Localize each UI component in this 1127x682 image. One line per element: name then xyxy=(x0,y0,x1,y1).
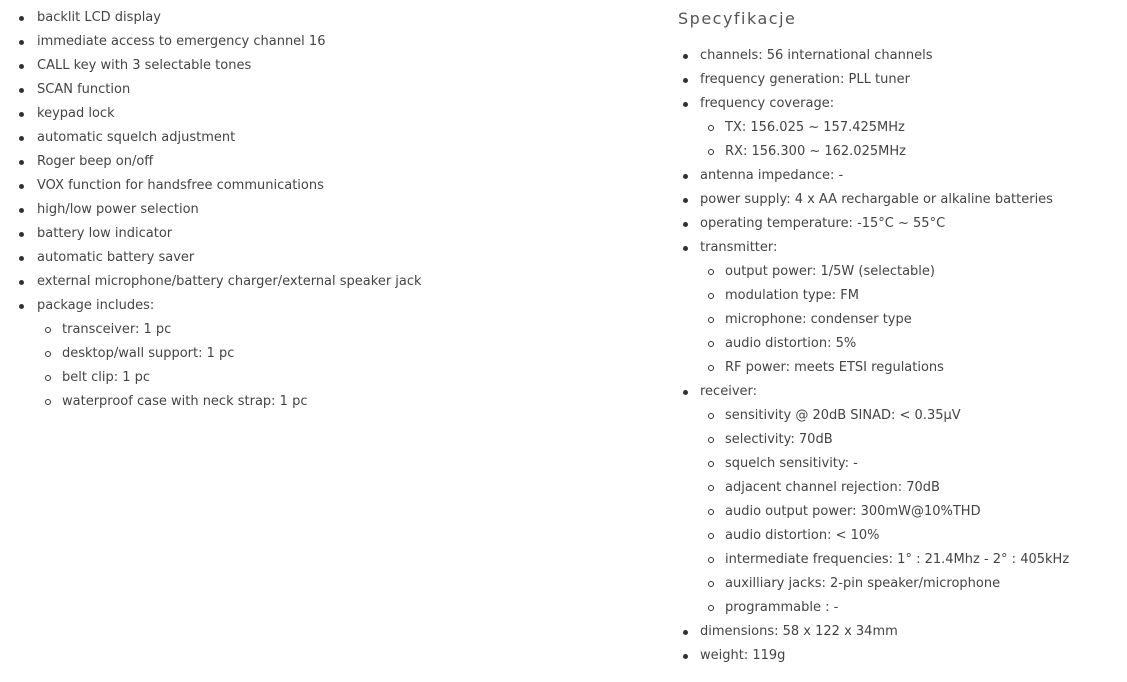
circle-bullet-icon xyxy=(708,557,714,563)
bullet-icon xyxy=(683,654,688,659)
spec-subitem xyxy=(655,140,1069,164)
spec-subitem xyxy=(655,572,1069,596)
bullet-icon xyxy=(19,40,24,45)
feature-item-text: package includes: xyxy=(37,298,155,313)
bullet-icon xyxy=(19,304,24,309)
feature-item xyxy=(0,150,422,174)
feature-item-text: Roger beep on/off xyxy=(37,154,154,169)
bullet-icon xyxy=(683,630,688,635)
spec-item-text: receiver: xyxy=(700,384,758,399)
spec-subitem xyxy=(655,452,1069,476)
circle-bullet-icon xyxy=(708,317,714,323)
spec-item-text: dimensions: 58 x 122 x 34mm xyxy=(700,624,898,639)
feature-subitem xyxy=(0,342,422,366)
bullet-icon xyxy=(683,246,688,251)
spec-subitem xyxy=(655,548,1069,572)
spec-subitem-text: output power: 1/5W (selectable) xyxy=(725,264,935,279)
bullet-icon xyxy=(683,390,688,395)
spec-subitem-text: squelch sensitivity: - xyxy=(725,456,858,471)
spec-subitem-text: audio output power: 300mW@10%THD xyxy=(725,504,981,519)
feature-item-text: backlit LCD display xyxy=(37,10,161,25)
spec-item-text: weight: 119g xyxy=(700,648,786,663)
spec-subitem xyxy=(655,500,1069,524)
circle-bullet-icon xyxy=(708,605,714,611)
feature-item xyxy=(0,78,422,102)
feature-item-text: automatic squelch adjustment xyxy=(37,130,236,145)
feature-item-text: high/low power selection xyxy=(37,202,199,217)
spec-subitem xyxy=(655,596,1069,620)
feature-item-text: immediate access to emergency channel 16 xyxy=(37,34,326,49)
feature-item xyxy=(0,198,422,222)
feature-item-text: automatic battery saver xyxy=(37,250,195,265)
bullet-icon xyxy=(19,88,24,93)
feature-item-text: keypad lock xyxy=(37,106,115,121)
circle-bullet-icon xyxy=(708,149,714,155)
spec-item-text: transmitter: xyxy=(700,240,778,255)
bullet-icon xyxy=(19,232,24,237)
spec-subitem xyxy=(655,116,1069,140)
bullet-icon xyxy=(683,102,688,107)
circle-bullet-icon xyxy=(45,351,51,357)
spec-item-text: operating temperature: -15°C ~ 55°C xyxy=(700,216,946,231)
bullet-icon xyxy=(683,78,688,83)
spec-subitem-text: RX: 156.300 ~ 162.025MHz xyxy=(725,144,906,159)
spec-subitem-text: selectivity: 70dB xyxy=(725,432,833,447)
specs-list xyxy=(655,44,1069,668)
spec-subitem xyxy=(655,404,1069,428)
feature-subitem xyxy=(0,390,422,414)
spec-subitem-text: sensitivity @ 20dB SINAD: < 0.35µV xyxy=(725,408,961,423)
spec-subitem xyxy=(655,356,1069,380)
spec-subitem-text: TX: 156.025 ~ 157.425MHz xyxy=(725,120,905,135)
feature-item xyxy=(0,126,422,150)
spec-subitem xyxy=(655,260,1069,284)
bullet-icon xyxy=(683,198,688,203)
features-list xyxy=(0,6,422,414)
spec-subitem-text: microphone: condenser type xyxy=(725,312,912,327)
spec-subitem-text: adjacent channel rejection: 70dB xyxy=(725,480,940,495)
spec-subitem xyxy=(655,428,1069,452)
spec-subitem xyxy=(655,332,1069,356)
spec-item-text: channels: 56 international channels xyxy=(700,48,933,63)
spec-item-text: frequency generation: PLL tuner xyxy=(700,72,910,87)
spec-subitem xyxy=(655,524,1069,548)
feature-subitem-text: waterproof case with neck strap: 1 pc xyxy=(62,394,308,409)
bullet-icon xyxy=(19,16,24,21)
spec-item xyxy=(655,188,1069,212)
feature-item-text: external microphone/battery charger/external speaker jack xyxy=(37,274,422,289)
feature-item-text: battery low indicator xyxy=(37,226,173,241)
spec-subitem xyxy=(655,476,1069,500)
feature-subitem xyxy=(0,366,422,390)
circle-bullet-icon xyxy=(708,125,714,131)
feature-item xyxy=(0,222,422,246)
circle-bullet-icon xyxy=(708,533,714,539)
spec-subitem-text: audio distortion: < 10% xyxy=(725,528,880,543)
feature-item xyxy=(0,6,422,30)
bullet-icon xyxy=(19,208,24,213)
spec-item xyxy=(655,44,1069,68)
circle-bullet-icon xyxy=(708,293,714,299)
spec-item xyxy=(655,380,1069,404)
circle-bullet-icon xyxy=(45,327,51,333)
feature-item-text: VOX function for handsfree communications xyxy=(37,178,324,193)
feature-item xyxy=(0,270,422,294)
spec-item xyxy=(655,644,1069,668)
spec-item xyxy=(655,92,1069,116)
bullet-icon xyxy=(683,222,688,227)
circle-bullet-icon xyxy=(708,413,714,419)
feature-subitem-text: belt clip: 1 pc xyxy=(62,370,151,385)
feature-subitem-text: desktop/wall support: 1 pc xyxy=(62,346,235,361)
feature-subitem xyxy=(0,318,422,342)
circle-bullet-icon xyxy=(45,399,51,405)
feature-item xyxy=(0,30,422,54)
feature-item xyxy=(0,102,422,126)
spec-item xyxy=(655,212,1069,236)
circle-bullet-icon xyxy=(708,269,714,275)
bullet-icon xyxy=(19,112,24,117)
bullet-icon xyxy=(19,160,24,165)
spec-subitem-text: intermediate frequencies: 1° : 21.4Mhz - 2° : 405kHz xyxy=(725,552,1070,567)
spec-item xyxy=(655,236,1069,260)
spec-subitem-text: RF power: meets ETSI regulations xyxy=(725,360,944,375)
feature-item-text: CALL key with 3 selectable tones xyxy=(37,58,252,73)
spec-subitem-text: modulation type: FM xyxy=(725,288,859,303)
circle-bullet-icon xyxy=(708,485,714,491)
bullet-icon xyxy=(683,174,688,179)
specs-heading: Specyfikacje xyxy=(678,9,797,28)
feature-item xyxy=(0,54,422,78)
spec-item-text: power supply: 4 x AA rechargable or alkaline batteries xyxy=(700,192,1053,207)
spec-subitem xyxy=(655,284,1069,308)
circle-bullet-icon xyxy=(708,509,714,515)
feature-item xyxy=(0,174,422,198)
spec-item xyxy=(655,164,1069,188)
circle-bullet-icon xyxy=(708,341,714,347)
spec-item-text: frequency coverage: xyxy=(700,96,835,111)
spec-subitem xyxy=(655,308,1069,332)
spec-subitem-text: audio distortion: 5% xyxy=(725,336,857,351)
circle-bullet-icon xyxy=(45,375,51,381)
spec-subitem-text: programmable : - xyxy=(725,600,839,615)
spec-item xyxy=(655,620,1069,644)
spec-subitem-text: auxilliary jacks: 2-pin speaker/microphone xyxy=(725,576,1001,591)
spec-item-text: antenna impedance: - xyxy=(700,168,844,183)
bullet-icon xyxy=(19,256,24,261)
bullet-icon xyxy=(19,184,24,189)
feature-item xyxy=(0,294,422,318)
spec-item xyxy=(655,68,1069,92)
feature-item xyxy=(0,246,422,270)
circle-bullet-icon xyxy=(708,461,714,467)
bullet-icon xyxy=(19,136,24,141)
bullet-icon xyxy=(683,54,688,59)
circle-bullet-icon xyxy=(708,437,714,443)
feature-item-text: SCAN function xyxy=(37,82,131,97)
bullet-icon xyxy=(19,64,24,69)
feature-subitem-text: transceiver: 1 pc xyxy=(62,322,172,337)
circle-bullet-icon xyxy=(708,581,714,587)
bullet-icon xyxy=(19,280,24,285)
circle-bullet-icon xyxy=(708,365,714,371)
